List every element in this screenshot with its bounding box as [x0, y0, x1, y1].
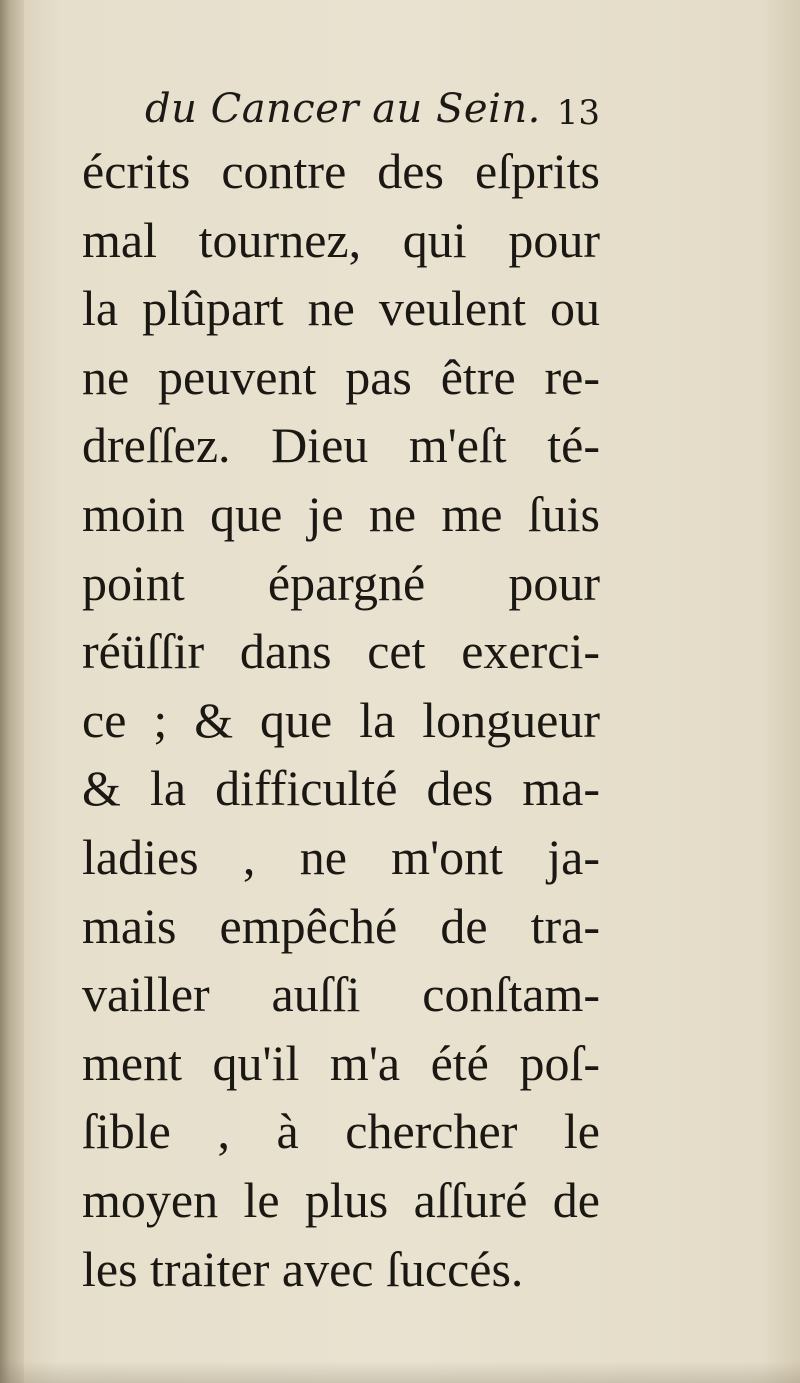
text-line: les traiter avec ſuccés. — [82, 1240, 524, 1297]
body-text — [82, 137, 600, 1303]
text-line: ladies , ne m'ont ja- — [82, 828, 600, 885]
page-gutter — [0, 0, 24, 1383]
text-line: mais empêché de tra- — [82, 897, 600, 954]
running-title: du Cancer au Sein. — [145, 86, 541, 132]
text-line: ſible , à chercher le — [82, 1103, 600, 1160]
text-line: ne peuvent pas être re- — [82, 348, 600, 405]
page-bottom-edge — [0, 1361, 800, 1383]
text-line: point épargné pour — [82, 554, 600, 611]
page-header — [145, 82, 600, 142]
text-line: ment qu'il m'a été poſ- — [82, 1034, 600, 1091]
text-line: & la difficulté des ma- — [82, 760, 600, 817]
text-line: moyen le plus aſſuré de — [82, 1171, 600, 1228]
text-line: réüſſir dans cet exerci- — [82, 623, 600, 680]
text-line: vailler auſſi conſtam- — [82, 966, 600, 1023]
text-line: dreſſez. Dieu m'eſt té- — [82, 417, 600, 474]
page-number: 13 — [556, 93, 600, 133]
text-line: moin que je ne me ſuis — [82, 485, 600, 542]
text-line: ce ; & que la longueur — [82, 691, 600, 748]
text-line: la plûpart ne veulent ou — [82, 280, 600, 337]
text-line: écrits contre des eſprits — [82, 143, 600, 199]
text-line: mal tournez, qui pour — [82, 211, 600, 268]
